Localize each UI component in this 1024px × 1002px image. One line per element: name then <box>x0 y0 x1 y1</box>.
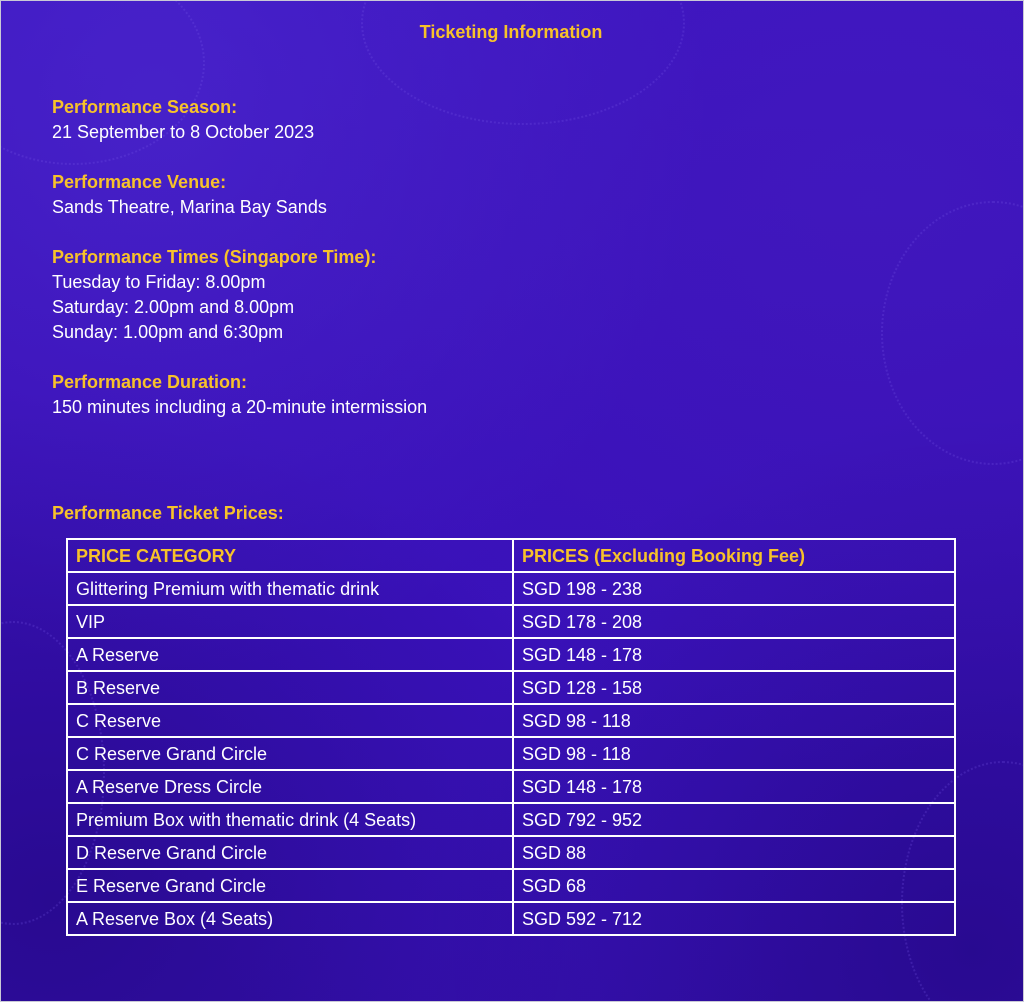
category-cell: Glittering Premium with thematic drink <box>67 572 513 605</box>
times-weekday: Tuesday to Friday: 8.00pm <box>52 272 266 292</box>
season-section <box>52 95 752 145</box>
times-sunday: Sunday: 1.00pm and 6:30pm <box>52 322 284 342</box>
table-row <box>67 638 955 671</box>
times-label: Performance Times (Singapore Time): <box>52 247 377 267</box>
venue-label: Performance Venue: <box>52 172 227 192</box>
category-cell: C Reserve Grand Circle <box>67 737 513 770</box>
prices-label: Performance Ticket Prices: <box>52 503 284 523</box>
price-cell: SGD 148 - 178 <box>513 638 955 671</box>
category-cell: Premium Box with thematic drink (4 Seats) <box>67 803 513 836</box>
price-cell: SGD 178 - 208 <box>513 605 955 638</box>
table-row <box>67 704 955 737</box>
category-cell: VIP <box>67 605 513 638</box>
category-cell: A Reserve Box (4 Seats) <box>67 902 513 935</box>
duration-label: Performance Duration: <box>52 372 248 392</box>
category-cell: C Reserve <box>67 704 513 737</box>
table-row <box>67 836 955 869</box>
duration-section <box>52 370 752 420</box>
category-cell: A Reserve <box>67 638 513 671</box>
duration-value: 150 minutes including a 20-minute intermission <box>52 397 428 417</box>
price-cell: SGD 88 <box>513 836 955 869</box>
page-title: Ticketing Information <box>419 22 603 42</box>
venue-value: Sands Theatre, Marina Bay Sands <box>52 197 327 217</box>
times-section <box>52 245 752 345</box>
price-cell: SGD 128 - 158 <box>513 671 955 704</box>
header-price-category: PRICE CATEGORY <box>67 539 513 572</box>
table-row <box>67 671 955 704</box>
venue-section <box>52 170 752 220</box>
season-value: 21 September to 8 October 2023 <box>52 122 315 142</box>
price-cell: SGD 68 <box>513 869 955 902</box>
table-row <box>67 605 955 638</box>
price-cell: SGD 198 - 238 <box>513 572 955 605</box>
table-header-row <box>67 539 955 572</box>
price-cell: SGD 592 - 712 <box>513 902 955 935</box>
header-prices: PRICES (Excluding Booking Fee) <box>513 539 955 572</box>
table-row <box>67 572 955 605</box>
table-row <box>67 737 955 770</box>
background-ornament <box>881 201 1024 465</box>
category-cell: B Reserve <box>67 671 513 704</box>
table-row <box>67 902 955 935</box>
category-cell: A Reserve Dress Circle <box>67 770 513 803</box>
price-cell: SGD 98 - 118 <box>513 737 955 770</box>
times-saturday: Saturday: 2.00pm and 8.00pm <box>52 297 295 317</box>
table-row <box>67 770 955 803</box>
price-cell: SGD 792 - 952 <box>513 803 955 836</box>
category-cell: D Reserve Grand Circle <box>67 836 513 869</box>
category-cell: E Reserve Grand Circle <box>67 869 513 902</box>
price-cell: SGD 148 - 178 <box>513 770 955 803</box>
price-cell: SGD 98 - 118 <box>513 704 955 737</box>
table-row <box>67 869 955 902</box>
table-row <box>67 803 955 836</box>
price-table <box>66 538 956 936</box>
season-label: Performance Season: <box>52 97 238 117</box>
